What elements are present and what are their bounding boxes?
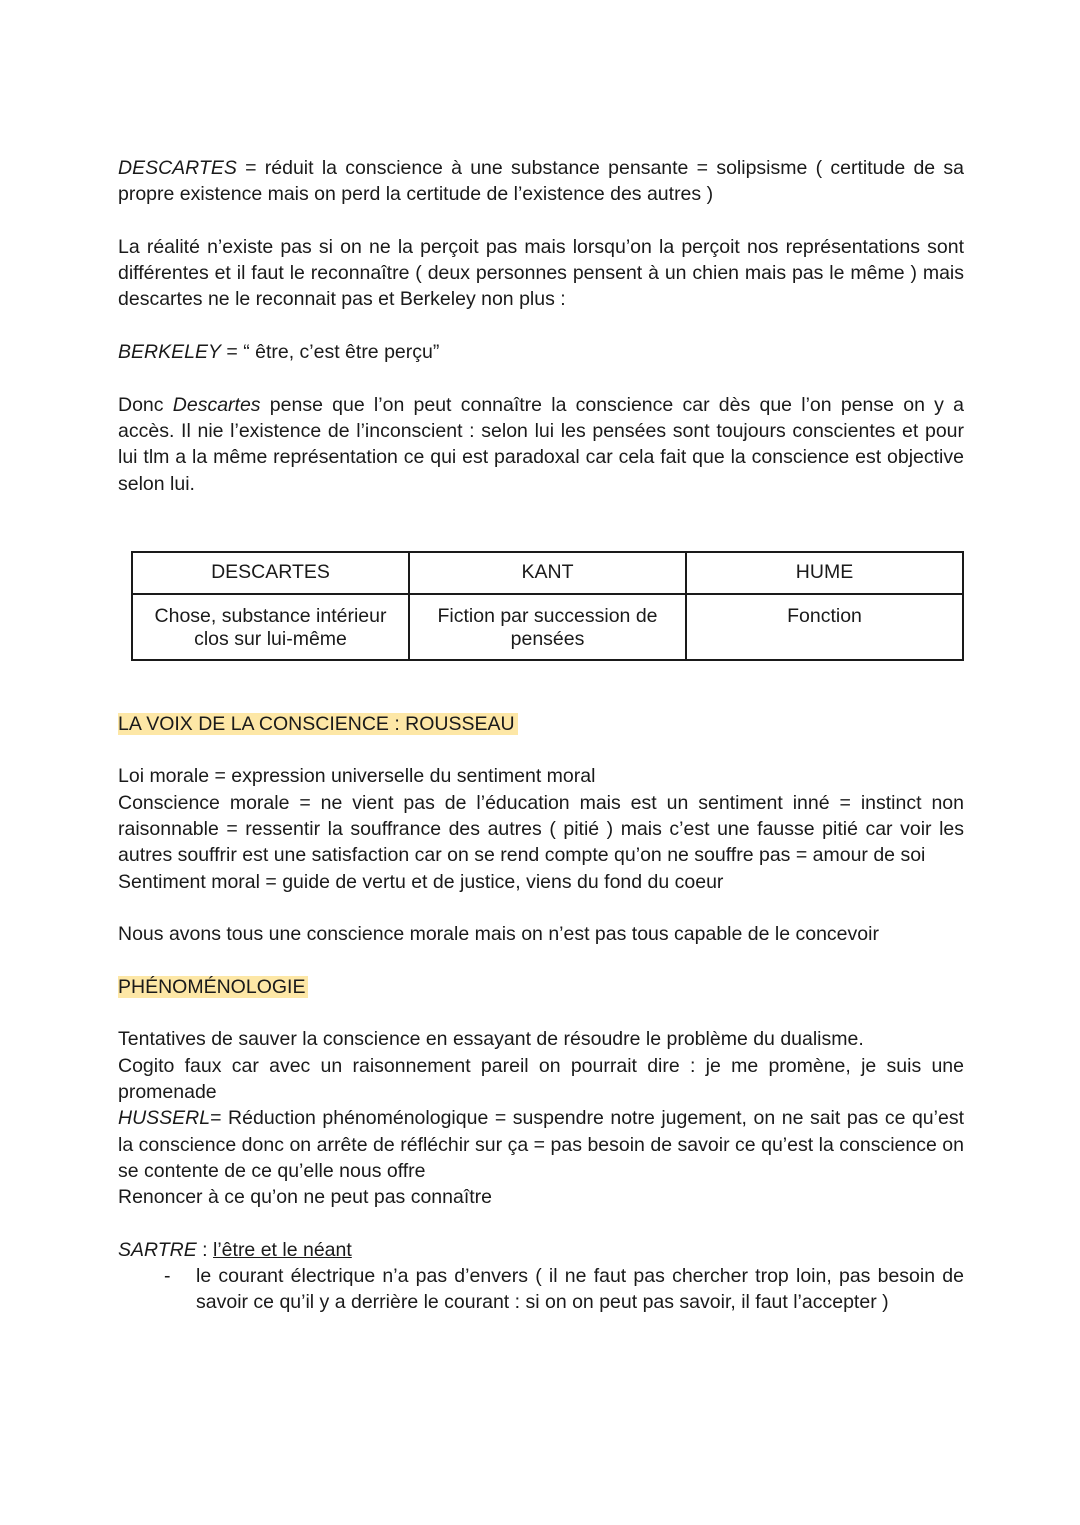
cogito-paragraph: Cogito faux car avec un raisonnement pareil on pourrait dire : je me promène, je suis une promenade (118, 1054, 964, 1104)
table-header-row (132, 552, 963, 594)
highlighted-heading: PHÉNOMÉNOLOGIE (118, 976, 308, 998)
author-name: Descartes (172, 393, 261, 416)
berkeley-paragraph: BERKELEY = “ être, c’est être perçu” (118, 341, 440, 364)
sartre-line: SARTRE : l’être et le néant (118, 1238, 352, 1261)
table-header-cell: DESCARTES (132, 552, 409, 594)
husserl-paragraph: HUSSERL= Réduction phénoménologique = suspendre notre jugement, on ne sait pas ce qu’est la conscience donc on arrête de réfléchir sur ça = pas besoin de savoir ce qu’est la conscience on se contente de ce qu’elle nous offre (118, 1107, 964, 1182)
conscience-conclusion-line: Nous avons tous une conscience morale mais on n’est pas tous capable de le concevoir (118, 923, 879, 946)
table-cell: Chose, substance intérieur clos sur lui-même (132, 594, 409, 660)
bullet-dash: - (164, 1265, 171, 1288)
book-title: l’être et le néant (213, 1238, 352, 1261)
table-header-cell: HUME (686, 552, 963, 594)
comparison-table (131, 551, 964, 661)
renoncer-line: Renoncer à ce qu’on ne peut pas connaître (118, 1186, 493, 1209)
descartes-paragraph: DESCARTES = réduit la conscience à une substance pensante = solipsisme ( certitude de sa propre existence mais on perd la certitude de l’existence des autres ) (118, 157, 964, 206)
table-row (132, 594, 963, 660)
author-name: SARTRE (118, 1238, 197, 1261)
list-item (164, 1263, 964, 1316)
conscience-morale-paragraph: Conscience morale = ne vient pas de l’éducation mais est un sentiment inné = instinct non raisonnable = ressentir la souffrance des autres ( pitié ) mais c’est une fausse pitié car voir les autres souffrir est une satisfaction car on se rend compte qu’on ne souffre pas = amour de soi (118, 791, 964, 867)
table-cell: Fiction par succession de pensées (409, 594, 686, 660)
list-item-text: le courant électrique n’a pas d’envers ( il ne faut pas chercher trop loin, pas besoin de savoir ce qu’il y a derrière le courant : si on on peut pas savoir, il faut l’accepter ) (196, 1265, 964, 1314)
loi-morale-line: Loi morale = expression universelle du sentiment moral (118, 765, 596, 788)
document-page (118, 155, 964, 1316)
author-name: DESCARTES (118, 157, 237, 179)
dualisme-line: Tentatives de sauver la conscience en essayant de résoudre le problème du dualisme. (118, 1028, 864, 1051)
rousseau-heading (118, 711, 964, 737)
table-cell: Fonction (686, 594, 963, 660)
sentiment-moral-line: Sentiment moral = guide de vertu et de justice, viens du fond du coeur (118, 870, 724, 893)
table-header-cell: KANT (409, 552, 686, 594)
author-name: BERKELEY (118, 341, 221, 364)
descartes-conclusion-paragraph: Donc Descartes pense que l’on peut connaître la conscience car dès que l’on pense on y a accès. Il nie l’existence de l’inconscient : selon lui les pensées sont toujours conscientes et pour lui tlm a la même représentation ce qui est paradoxal car cela fait que la conscience est objective selon lui. (118, 393, 964, 495)
reality-paragraph: La réalité n’existe pas si on ne la perçoit pas mais lorsqu’on la perçoit nos représentations sont différentes et il faut le reconnaître ( deux personnes pensent à un chien mais pas le même ) mais descartes ne le reconnait pas et Berkeley non plus : (118, 235, 964, 311)
highlighted-heading: LA VOIX DE LA CONSCIENCE : ROUSSEAU (118, 713, 518, 735)
author-name: HUSSERL (118, 1107, 211, 1130)
phenomenologie-heading (118, 974, 964, 1000)
